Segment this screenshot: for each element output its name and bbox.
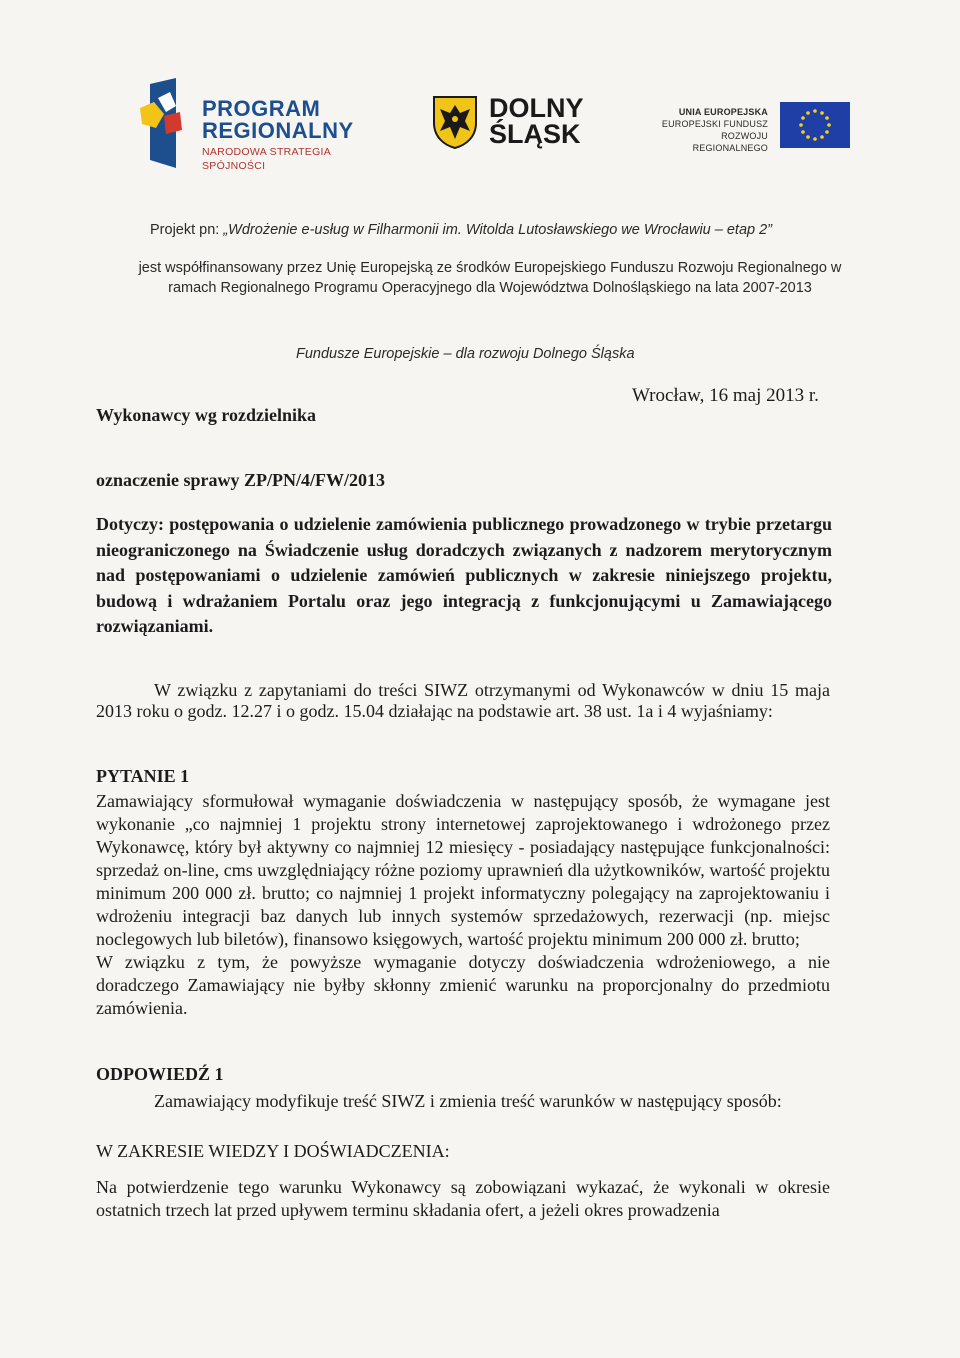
eu-logo-line3: ROZWOJU REGIONALNEGO xyxy=(692,131,768,153)
dolny-slask-line2: ŚLĄSK xyxy=(489,119,581,149)
recipients: Wykonawcy wg rozdzielnika xyxy=(96,405,317,425)
project-line xyxy=(150,222,772,238)
program-logo-line1: PROGRAM xyxy=(202,96,321,121)
dolny-slask-logo xyxy=(432,95,602,155)
cofinancing-line2: ramach Regionalnego Programu Operacyjnego dla Województwa Dolnośląskiego na lata 2007-2013 xyxy=(168,280,812,296)
eagle-shield-icon xyxy=(432,95,478,149)
program-logo-line3: NARODOWA STRATEGIA SPÓJNOŚCI xyxy=(202,146,331,172)
motto: Fundusze Europejskie – dla rozwoju Dolnego Śląska xyxy=(296,346,635,362)
answer-proof-paragraph: Na potwierdzenie tego warunku Wykonawcy są zobowiązani wykazać, że wykonali w okresie ostatnich trzech lat przed upływem terminu składania ofert, a jeżeli okres prowadzenia xyxy=(96,1177,830,1220)
project-title: „Wdrożenie e-usług w Filharmonii im. Witolda Lutosławskiego we Wrocławiu – etap 2” xyxy=(223,222,773,238)
subject-paragraph: Dotyczy: postępowania o udzielenie zamówienia publicznego prowadzonego w trybie przetargu nieograniczonego na Świadczenie usług doradczych związanych z nadzorem merytorycznym nad postępowaniami o udzielenie zamówień publicznych w zakresie niniejszego projektu, budową i wdrażaniem Portalu oraz jego integracją z funkcjonującymi u Zamawiającego rozwiązaniami. xyxy=(96,514,832,636)
eu-logo-line2: EUROPEJSKI FUNDUSZ xyxy=(661,119,768,129)
eu-logo xyxy=(660,98,850,153)
question-body xyxy=(96,790,830,1020)
answer-intro: Zamawiający modyfikuje treść SIWZ i zmienia treść warunków w następujący sposób: xyxy=(154,1091,782,1111)
cofinancing-statement xyxy=(110,258,870,298)
intro-paragraph: W związku z zapytaniami do treści SIWZ otrzymanymi od Wykonawców w dniu 15 maja 2013 roku o godz. 12.27 i o godz. 15.04 działając na podstawie art. 38 ust. 1a i 4 wyjaśniamy: xyxy=(96,680,830,721)
answer-heading: ODPOWIEDŹ 1 xyxy=(96,1064,224,1084)
dolny-slask-line1: DOLNY xyxy=(489,93,584,123)
program-regionalny-logo xyxy=(136,78,366,172)
project-prefix: Projekt pn: xyxy=(150,222,224,238)
answer-scope-heading: W ZAKRESIE WIEDZY I DOŚWIADCZENIA: xyxy=(96,1141,450,1161)
question-heading: PYTANIE 1 xyxy=(96,766,190,786)
question-paragraph-1: Zamawiający sformułował wymaganie doświadczenia w następujący sposób, że wymagane jest wykonanie „co najmniej 1 projektu strony internetowej zaprojektowanego i wdrożonego przez Wykonawcę, który był aktywny co najmniej 12 miesięcy - posiadający następujące funkcjonalności: sprzedaż on-line, cms uwzględniający różne poziomy uprawnień dla użytkowników, wartość projektu minimum 200 000 zł. brutto; co najmniej 1 projekt informatyczny polegający na zaprojektowaniu i wdrożeniu integracji baz danych lub innych systemów sprzedażowych, rezerwacji (np. miejsc noclegowych lub biletów), finansowo księgowych, wartość projektu minimum 200 000 zł. brutto; xyxy=(96,791,830,949)
eu-flag-icon xyxy=(780,102,850,148)
place-date: Wrocław, 16 maj 2013 r. xyxy=(632,385,819,406)
eu-logo-line1: UNIA EUROPEJSKA xyxy=(678,107,768,117)
cofinancing-line1: jest współfinansowany przez Unię Europejską ze środków Europejskiego Funduszu Rozwoju Regionalnego w xyxy=(138,260,842,276)
case-reference: oznaczenie sprawy ZP/PN/4/FW/2013 xyxy=(96,470,385,490)
question-paragraph-2: W związku z tym, że powyższe wymaganie dotyczy doświadczenia wdrożeniowego, a nie doradczego Zamawiający nie byłby skłonny zmienić warunku na proporcjonalny do przedmiotu zamówienia. xyxy=(96,952,830,1018)
program-regionalny-emblem-icon xyxy=(136,78,198,168)
program-logo-line2: REGIONALNY xyxy=(202,118,354,143)
